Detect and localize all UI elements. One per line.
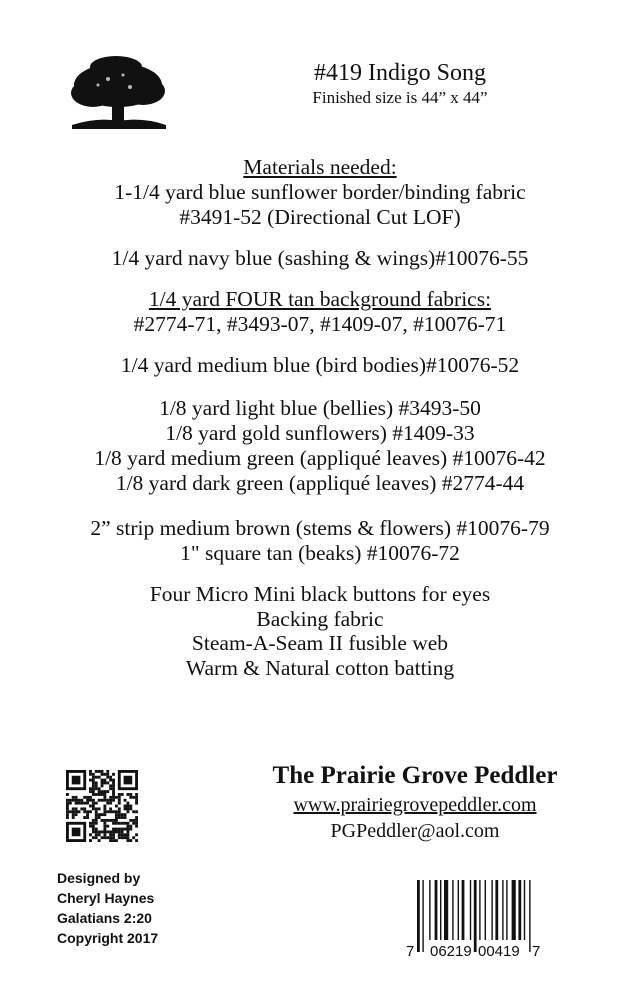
finished-size: Finished size is 44” x 44” [312,88,488,107]
material-item: #3491-52 (Directional Cut LOF) [179,205,461,229]
material-item: 1/4 yard navy blue (sashing & wings)#10076-55 [111,246,529,270]
website-link[interactable]: www.prairiegrovepeddler.com [293,794,537,816]
material-item: 1/8 yard dark green (appliqué leaves) #2774-44 [115,471,525,495]
barcode-bars [405,880,540,952]
material-item: 1/4 yard FOUR tan background fabrics: [148,287,492,311]
email-address[interactable]: PGPeddler@aol.com [330,820,500,842]
material-item: Steam-A-Seam II fusible web [191,631,449,655]
barcode-digit: 7 [406,943,415,960]
material-item: 1/8 yard light blue (bellies) #3493-50 [159,396,481,420]
barcode-digit: 06219 [430,943,472,960]
material-item: 1-1/4 yard blue sunflower border/binding fabric [114,180,526,204]
materials-heading: Materials needed: [243,155,397,179]
material-item: 2” strip medium brown (stems & flowers) #10076-79 [90,516,550,540]
material-item: 1/8 yard medium green (appliqué leaves) #10076-42 [94,446,546,470]
pattern-title: #419 Indigo Song [313,60,486,86]
credit-line: Copyright 2017 [57,930,159,946]
upc-barcode [405,880,540,960]
oak-tree-icon [68,55,168,135]
credit-line: Galatians 2:20 [57,910,152,926]
material-item: Four Micro Mini black buttons for eyes [149,582,491,606]
material-item: #2774-71, #3493-07, #1409-07, #10076-71 [133,312,507,336]
material-item: Warm & Natural cotton batting [185,656,455,680]
credit-line: Designed by [57,870,141,886]
material-item: Backing fabric [256,607,384,631]
barcode-digit: 7 [532,943,541,960]
publisher-name: The Prairie Grove Peddler [272,762,558,789]
credits [57,868,158,948]
barcode-digit: 00419 [478,943,520,960]
credit-line: Cheryl Haynes [57,890,155,906]
material-item: 1/4 yard medium blue (bird bodies)#10076-52 [120,353,520,377]
material-item: 1" square tan (beaks) #10076-72 [180,541,460,565]
material-item: 1/8 yard gold sunflowers) #1409-33 [165,421,475,445]
qr-code[interactable] [64,770,140,842]
